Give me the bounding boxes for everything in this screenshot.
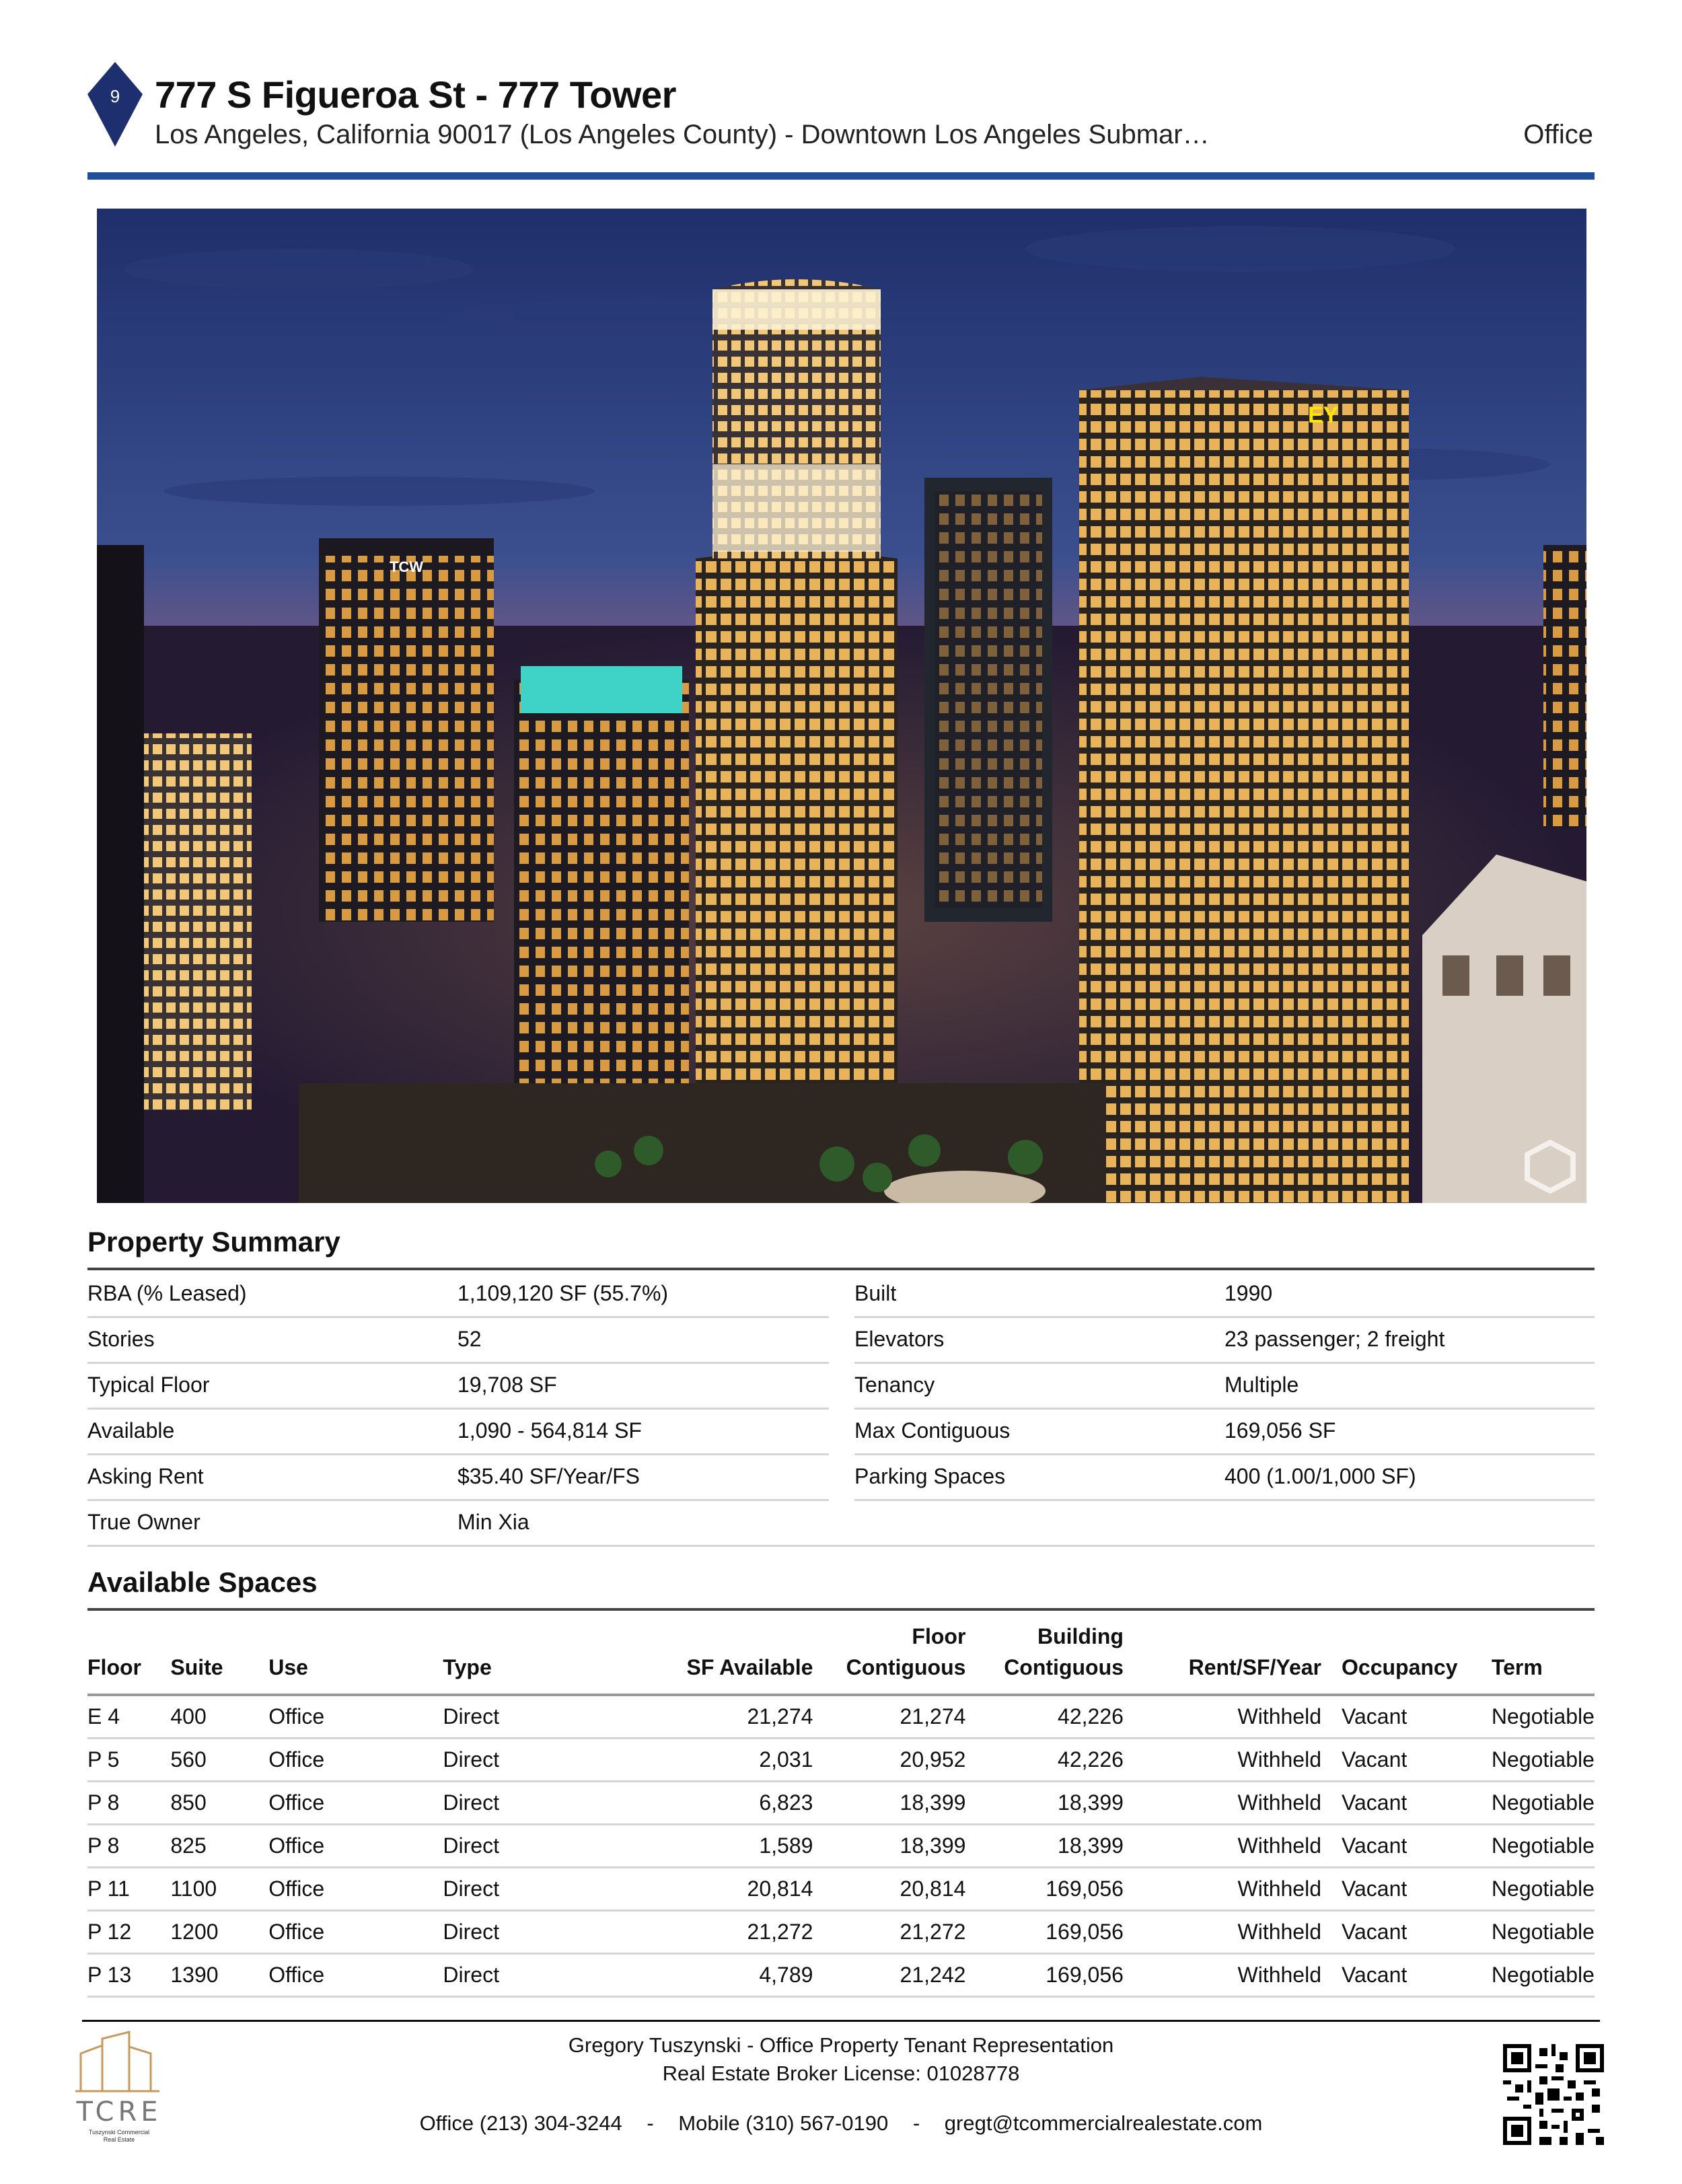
footer-divider bbox=[82, 2020, 1600, 2022]
summary-label: Parking Spaces bbox=[854, 1463, 1006, 1488]
tcre-logo: TCRE Tuszynski Commercial Real Estate bbox=[75, 2027, 163, 2148]
summary-row bbox=[87, 1270, 829, 1318]
table-header-row bbox=[87, 1618, 1595, 1695]
table-row: P 5 560 Office Direct 2,031 20,952 42,226 Withheld Vacant Negotiable bbox=[87, 1739, 1595, 1782]
table-row: E 4 400 Office Direct 21,274 21,274 42,226 Withheld Vacant Negotiable bbox=[87, 1695, 1595, 1739]
summary-row bbox=[854, 1362, 1595, 1410]
summary-row bbox=[87, 1316, 829, 1364]
mobile-phone[interactable]: Mobile (310) 567-0190 bbox=[678, 2111, 889, 2135]
available-spaces-table bbox=[87, 1618, 1595, 1998]
table-row: P 12 1200 Office Direct 21,272 21,272 169,056 Withheld Vacant Negotiable bbox=[87, 1911, 1595, 1954]
property-summary-title: Property Summary bbox=[87, 1226, 340, 1258]
marker-number: 9 bbox=[110, 86, 120, 106]
property-photo bbox=[97, 209, 1586, 1203]
summary-value: 19,708 SF bbox=[458, 1372, 557, 1397]
col-header-building-contiguous: Building Contiguous bbox=[965, 1618, 1124, 1695]
summary-label: RBA (% Leased) bbox=[87, 1280, 247, 1305]
summary-label: Typical Floor bbox=[87, 1372, 210, 1397]
summary-value: 169,056 SF bbox=[1224, 1418, 1336, 1443]
col-header-occupancy: Occupancy bbox=[1321, 1618, 1492, 1695]
summary-value: Multiple bbox=[1224, 1372, 1299, 1397]
table-row: P 11 1100 Office Direct 20,814 20,814 169,056 Withheld Vacant Negotiable bbox=[87, 1868, 1595, 1911]
table-row: P 8 825 Office Direct 1,589 18,399 18,399 Withheld Vacant Negotiable bbox=[87, 1825, 1595, 1868]
license-line: Real Estate Broker License: 01028778 bbox=[662, 2062, 1020, 2085]
ey-sign: EY bbox=[1308, 402, 1339, 428]
summary-row bbox=[87, 1408, 829, 1455]
available-spaces-title: Available Spaces bbox=[87, 1566, 318, 1598]
summary-label: Max Contiguous bbox=[854, 1418, 1011, 1443]
summary-value: $35.40 SF/Year/FS bbox=[458, 1463, 640, 1488]
summary-row bbox=[87, 1362, 829, 1410]
col-header-use: Use bbox=[268, 1618, 443, 1695]
email-link[interactable]: gregt@tcommercialrealestate.com bbox=[944, 2111, 1263, 2135]
summary-row bbox=[854, 1408, 1595, 1455]
property-address: Los Angeles, California 90017 (Los Angeles County) - Downtown Los Angeles Submar… bbox=[155, 120, 1210, 149]
summary-label: Stories bbox=[87, 1326, 155, 1351]
summary-value: 52 bbox=[458, 1326, 482, 1351]
summary-value: 1,109,120 SF (55.7%) bbox=[458, 1280, 669, 1305]
summary-label: Tenancy bbox=[854, 1372, 935, 1397]
summary-value: 1,090 - 564,814 SF bbox=[458, 1418, 642, 1443]
summary-row bbox=[854, 1316, 1595, 1364]
tcw-sign: TCW bbox=[389, 558, 424, 575]
contact-line: Office (213) 304-3244 - Mobile (310) 567-0190 - gregt@tcommercialrealestate.com bbox=[419, 2111, 1263, 2135]
header-divider bbox=[87, 172, 1595, 180]
summary-label: Available bbox=[87, 1418, 175, 1443]
summary-value: 23 passenger; 2 freight bbox=[1224, 1326, 1445, 1351]
summary-row bbox=[854, 1270, 1595, 1318]
spaces-rule bbox=[87, 1608, 1595, 1611]
summary-row bbox=[87, 1453, 829, 1501]
table-row: P 13 1390 Office Direct 4,789 21,242 169,056 Withheld Vacant Negotiable bbox=[87, 1954, 1595, 1997]
summary-row bbox=[854, 1453, 1595, 1501]
col-header-floor-contiguous: Floor Contiguous bbox=[813, 1618, 965, 1695]
table-row: P 8 850 Office Direct 6,823 18,399 18,399 Withheld Vacant Negotiable bbox=[87, 1782, 1595, 1825]
agent-line: Gregory Tuszynski - Office Property Tenant Representation bbox=[568, 2033, 1114, 2057]
summary-label: True Owner bbox=[87, 1509, 200, 1534]
summary-value: 400 (1.00/1,000 SF) bbox=[1224, 1463, 1416, 1488]
summary-label: Built bbox=[854, 1280, 897, 1305]
summary-label: Asking Rent bbox=[87, 1463, 204, 1488]
office-phone[interactable]: Office (213) 304-3244 bbox=[419, 2111, 622, 2135]
property-title: 777 S Figueroa St - 777 Tower bbox=[155, 73, 676, 116]
col-header-rent: Rent/SF/Year bbox=[1124, 1618, 1321, 1695]
col-header-floor: Floor bbox=[87, 1618, 170, 1695]
costar-watermark-icon bbox=[1523, 1140, 1577, 1194]
summary-value: Min Xia bbox=[458, 1509, 529, 1534]
col-header-type: Type bbox=[443, 1618, 554, 1695]
map-marker-icon bbox=[87, 62, 143, 147]
qr-code-icon bbox=[1503, 2044, 1604, 2145]
col-header-suite: Suite bbox=[170, 1618, 268, 1695]
col-header-sf-available: SF Available bbox=[554, 1618, 813, 1695]
property-type: Office bbox=[1523, 120, 1593, 149]
col-header-term: Term bbox=[1492, 1618, 1595, 1695]
summary-value: 1990 bbox=[1224, 1280, 1273, 1305]
summary-row bbox=[87, 1499, 1595, 1547]
summary-label: Elevators bbox=[854, 1326, 945, 1351]
